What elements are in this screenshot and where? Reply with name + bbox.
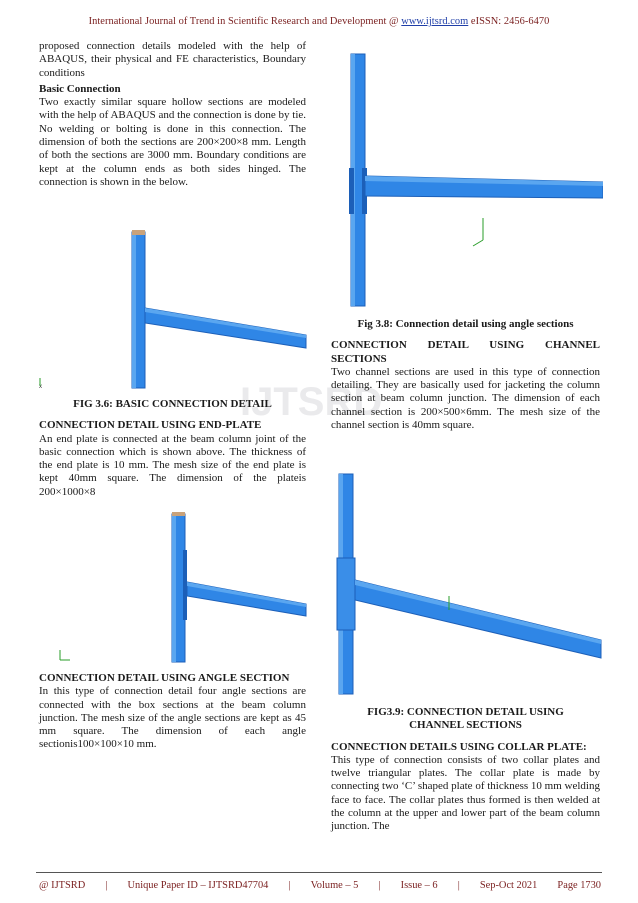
footer-sep: | <box>105 880 108 891</box>
right-column-2 <box>331 706 600 834</box>
intro-paragraph: proposed connection details modeled with the help of ABAQUS, their physical and FE characteristics, Boundary conditions <box>39 40 306 79</box>
header-issn: eISSN: 2456-6470 <box>468 16 550 27</box>
basic-connection-heading: Basic Connection <box>39 82 121 95</box>
fig-3-9-caption-line2: CHANNEL SECTIONS <box>409 719 522 732</box>
footer-journal: @ IJTSRD <box>39 880 86 891</box>
fig-end-plate <box>50 510 310 670</box>
footer-paper-id: Unique Paper ID – IJTSRD47704 <box>127 880 269 891</box>
footer-sep: | <box>378 880 381 891</box>
running-header <box>0 16 638 27</box>
running-footer <box>39 880 601 891</box>
left-column <box>39 40 306 189</box>
channel-sections-paragraph: Two channel sections are used in this type of connection detailing. They are basically used for jacketing the column section at beam column junction. The dimension of each channel section is 200×500×6mm. The mesh size of the channel section is 40mm square. <box>331 365 600 432</box>
watermark: IJTSRD <box>240 380 383 424</box>
fig-3-8-angle-sections <box>331 40 603 315</box>
svg-text:x: x <box>39 384 42 390</box>
journal-link[interactable]: www.ijtsrd.com <box>401 16 469 27</box>
fig-3-6-basic-connection <box>36 228 311 396</box>
footer-sep: | <box>457 880 460 891</box>
collar-plate-paragraph: This type of connection consists of two collar plates and twelve triangular plates. The collar plate is made by connecting two ‘C’ shaped plate of thickness 10 mm welding face to face. The collar plates thus formed is then welded at the column at the upper and lower part of the beam column junction. The <box>331 753 600 833</box>
fig-3-6-caption: FIG 3.6: BASIC CONNECTION DETAIL <box>73 398 272 410</box>
channel-sections-heading: CONNECTION DETAIL USING CHANNEL SECTIONS <box>331 339 600 365</box>
footer-page: Page 1730 <box>557 880 601 891</box>
footer-date: Sep-Oct 2021 <box>479 880 538 891</box>
header-prefix: International Journal of Trend in Scientific Research and Development @ <box>88 16 402 27</box>
fig-3-9-channel-sections <box>331 468 603 700</box>
fig-3-9-caption-line1: FIG3.9: CONNECTION DETAIL USING <box>367 706 564 718</box>
right-column <box>331 318 600 432</box>
end-plate-paragraph: An end plate is connected at the beam column joint of the basic connection which is shown above. The thickness of the end plate is 10 mm. The mesh size of the end plate is kept 40mm square. The dimension of the plateis 200×1000×8 <box>39 432 306 498</box>
left-column-2 <box>39 398 306 499</box>
angle-section-heading: CONNECTION DETAIL USING ANGLE SECTION <box>39 672 290 684</box>
collar-plate-heading: CONNECTION DETAILS USING COLLAR PLATE: <box>331 740 587 753</box>
end-plate-heading: CONNECTION DETAIL USING END-PLATE <box>39 419 262 432</box>
footer-issue: Issue – 6 <box>400 880 438 891</box>
footer-divider <box>36 872 602 873</box>
footer-volume: Volume – 5 <box>310 880 359 891</box>
left-column-3 <box>39 672 306 752</box>
basic-connection-paragraph: Two exactly similar square hollow sections are modeled with the help of ABAQUS and the connection is done by tie. No welding or bolting is done in this connection. The dimension of both the sections are 200×200×8 mm. Length of both the sections are 3000 mm. Boundary conditions are kept at the column ends as both sides hinged. The connection is shown in the below. <box>39 96 307 188</box>
footer-sep: | <box>288 880 291 891</box>
fig-3-8-caption: Fig 3.8: Connection detail using angle sections <box>357 318 574 330</box>
angle-section-paragraph: In this type of connection detail four angle sections are connected with the box sections at the beam column junction. The mesh size of the angle sections are kept as 45 mm square. The dimension of each angle sectionis100×100×10 mm. <box>39 685 306 751</box>
